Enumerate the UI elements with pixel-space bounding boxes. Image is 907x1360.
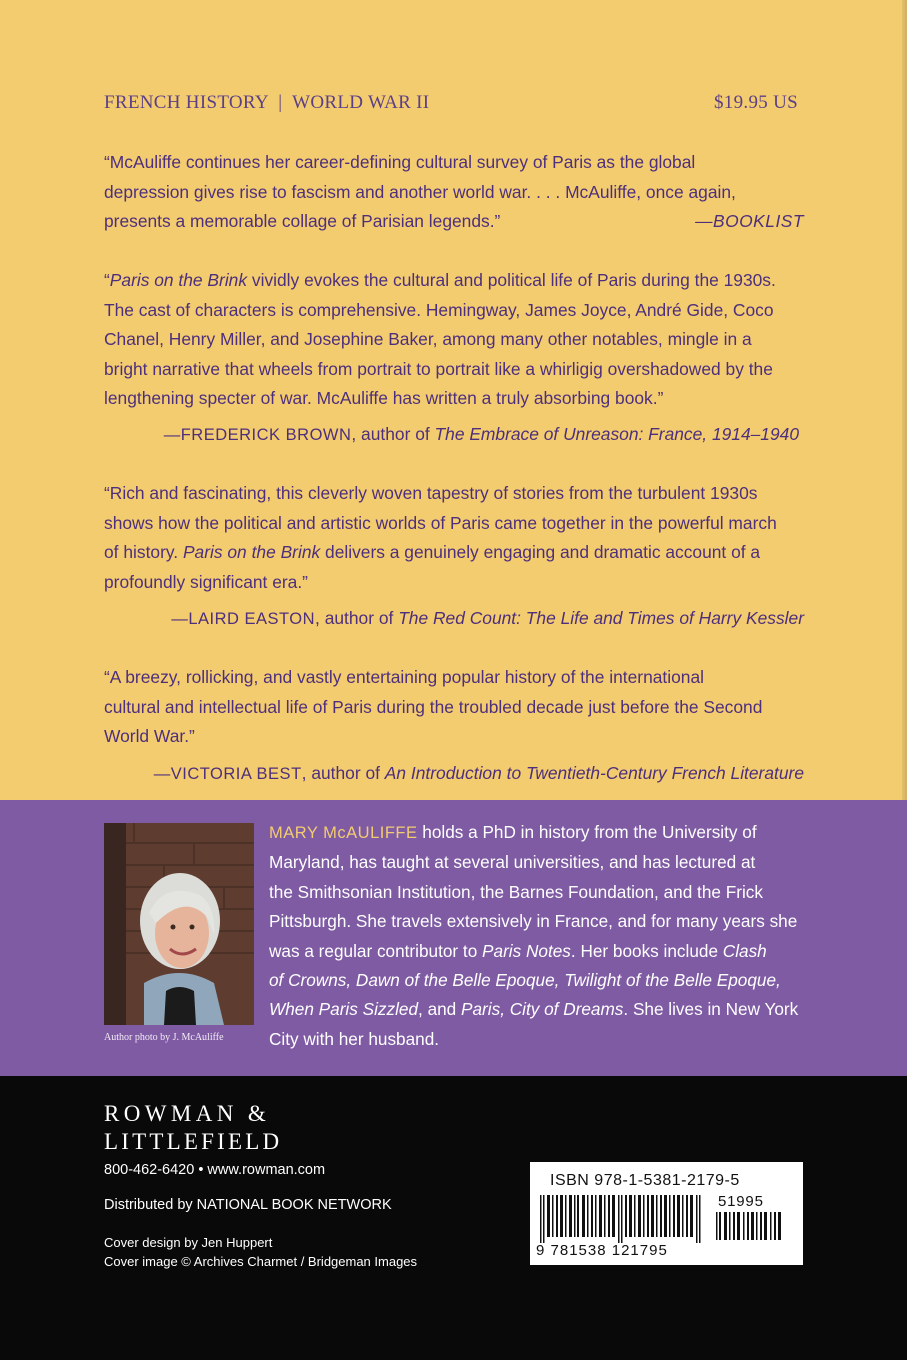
- bio-line: Pittsburgh. She travels extensively in France, and for many years she: [269, 911, 798, 932]
- author-name: MARY McAULIFFE: [269, 824, 418, 842]
- bio-line: [269, 937, 809, 966]
- publisher-line-2: LITTLEFIELD: [104, 1129, 283, 1154]
- distributor: Distributed by NATIONAL BOOK NETWORK: [104, 1197, 392, 1213]
- bio-line: City with her husband.: [269, 1028, 440, 1049]
- quote-line: “McAuliffe continues her career-defining cultural survey of Paris as the global: [104, 152, 696, 172]
- quote-line: bright narrative that wheels from portrait to portrait like a whirligig overshadowed by the: [104, 358, 773, 379]
- bio-line: [269, 966, 809, 995]
- author-photo: [104, 823, 254, 1025]
- attribution-mid: , author of: [301, 763, 385, 783]
- category-label: FRENCH HISTORY | WORLD WAR II: [104, 92, 430, 113]
- attribution-frederick-brown: [164, 420, 799, 451]
- bio-title: Paris Notes: [482, 940, 571, 961]
- quote-line: “Rich and fascinating, this cleverly woven tapestry of stories from the turbulent 1930s: [104, 483, 758, 503]
- isbn-label: ISBN 978-1-5381-2179-5: [550, 1172, 740, 1189]
- attribution-source: —BOOKLIST: [695, 211, 804, 231]
- header: [104, 92, 800, 120]
- quote-line: [104, 538, 804, 568]
- book-title: Paris on the Brink: [182, 542, 321, 562]
- photo-caption: Author photo by J. McAuliffe: [104, 1032, 224, 1043]
- price-barcode: [716, 1212, 786, 1240]
- attribution-mid: , author of: [315, 608, 399, 628]
- quote-line: depression gives rise to fascism and another world war. . . . McAuliffe, once again,: [104, 181, 736, 202]
- quote-line: profoundly significant era.”: [104, 571, 308, 592]
- quote-laird-easton: [104, 479, 804, 597]
- publisher-logo: [104, 1100, 282, 1156]
- publisher-contact: 800-462-6420 • www.rowman.com: [104, 1162, 326, 1178]
- attribution-mid: , author of: [351, 424, 435, 444]
- author-bio: [269, 818, 809, 1054]
- attribution-name: —FREDERICK BROWN: [163, 426, 352, 444]
- bio-title: Paris, City of Dreams: [461, 999, 624, 1020]
- quote-victoria-best: [104, 663, 804, 752]
- bio-line: the Smithsonian Institution, the Barnes Foundation, and the Frick: [269, 881, 763, 902]
- quote-line: The cast of characters is comprehensive. Hemingway, James Joyce, André Gide, Coco: [104, 299, 774, 320]
- bio-text: . Her books include: [570, 940, 723, 961]
- bio-title: of Crowns, Dawn of the Belle Epoque, Twilight of the Belle Epoque,: [269, 970, 781, 991]
- bio-line: [269, 995, 809, 1024]
- isbn-barcode: [540, 1195, 704, 1243]
- attribution-victoria-best: [154, 759, 804, 790]
- attribution-name: —VICTORIA BEST: [153, 765, 302, 783]
- ean-digits: 9 781538 121795: [536, 1242, 668, 1259]
- author-portrait-illustration: [104, 823, 254, 1025]
- attribution-work: An Introduction to Twentieth-Century French Literature: [384, 763, 804, 783]
- quote-frederick-brown: [104, 266, 804, 414]
- quote-line: Chanel, Henry Miller, and Josephine Baker, among many other notables, mingle in a: [104, 329, 752, 349]
- attribution-work: The Red Count: The Life and Times of Harry Kessler: [398, 608, 804, 628]
- publisher-line-1: ROWMAN &: [104, 1101, 271, 1126]
- bio-text: holds a PhD in history from the University of: [417, 822, 757, 842]
- attribution-work: The Embrace of Unreason: France, 1914–1940: [434, 424, 799, 444]
- quote-text: vividly evokes the cultural and political life of Paris during the 1930s.: [247, 270, 776, 290]
- quote-text: of history.: [104, 542, 183, 562]
- quote-line: presents a memorable collage of Parisian legends.”: [104, 211, 501, 231]
- book-title: Paris on the Brink: [109, 270, 248, 290]
- bio-line: Maryland, has taught at several universities, and has lectured at: [269, 852, 756, 873]
- quote-line: “A breezy, rollicking, and vastly entertaining popular history of the international: [104, 667, 704, 687]
- cover-image-credit: Cover image © Archives Charmet / Bridgeman Images: [104, 1254, 418, 1269]
- attribution-name: —LAIRD EASTON: [171, 610, 316, 628]
- quote-line: lengthening specter of war. McAuliffe has written a truly absorbing book.”: [104, 388, 664, 408]
- open-quote: “: [104, 270, 110, 290]
- quote-line: shows how the political and artistic worlds of Paris came together in the powerful march: [104, 512, 777, 533]
- attribution-booklist: [695, 207, 804, 237]
- quote-text: delivers a genuinely engaging and dramatic account of a: [320, 542, 761, 562]
- quote-line: cultural and intellectual life of Paris during the troubled decade just before the Second: [104, 696, 763, 717]
- quote-line: World War.”: [104, 726, 195, 746]
- price-code: 51995: [718, 1193, 764, 1210]
- bio-text: was a regular contributor to: [269, 940, 483, 961]
- cover-design-credit: Cover design by Jen Huppert: [104, 1235, 273, 1250]
- attribution-laird-easton: [171, 604, 804, 635]
- bio-text: , and: [418, 999, 462, 1020]
- bio-title: When Paris Sizzled: [269, 999, 419, 1020]
- quote-line: [104, 266, 804, 296]
- price-label: $19.95 US: [714, 92, 798, 113]
- bio-line: [269, 818, 809, 848]
- cover-credits: [104, 1233, 417, 1271]
- bio-text: . She lives in New York: [623, 999, 799, 1020]
- bio-title: Clash: [722, 940, 767, 961]
